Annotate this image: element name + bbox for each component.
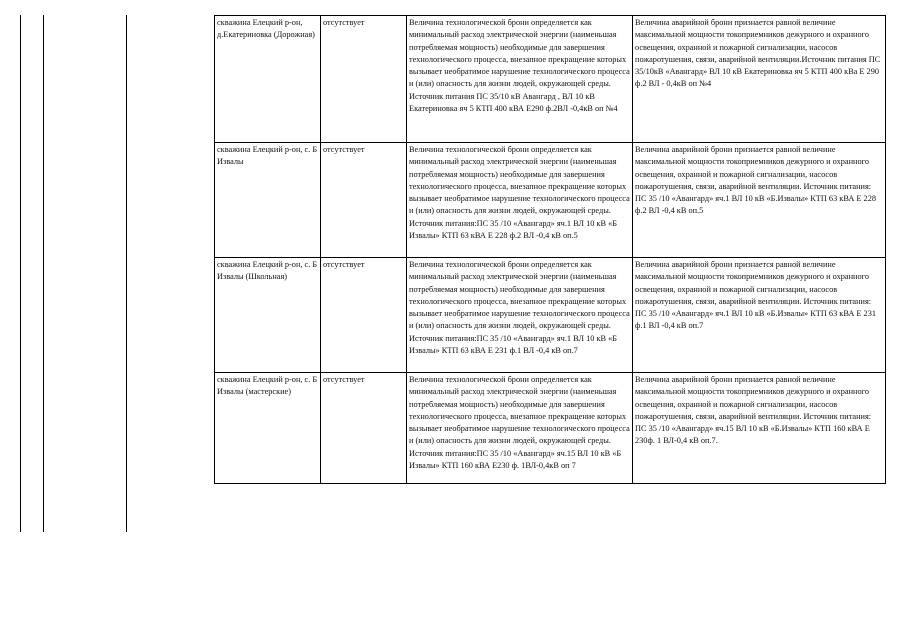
emergency-reserve-cell: Величина аварийной брони признается равной величине максимальной мощности токоприемников дежурного и охранного освещения, охранной и пожарной сигнализации, насосов пожаротушения, связи, аварийной вентиляции. Источник питания: ПС 35 /10 «Авангард» яч.1 ВЛ 10 кВ «Б.Извалы» КТП 63 кВА Е 231 ф.1 ВЛ -0,4 кВ оп.7	[633, 258, 886, 373]
tech-reserve-cell: Величина технологической брони определяется как минимальный расход электрической энергии (наименьшая потребляемая мощность) необходимые для завершения технологического процесса, внезапное прекращение которых вызывает необратимое нарушение технологического процесса и (или) опасность для жизни людей, окружающей среды. Источник питания ПС 35/10 кВ Авангард , ВЛ 10 кВ Екатериновка яч 5 КТП 400 кВА Е290 ф.2ВЛ -0,4кВ оп №4	[407, 16, 633, 143]
object-cell: скважина Елецкий р-он, д.Екатериновка (Дорожная)	[215, 16, 321, 143]
status-cell: отсутствует	[321, 16, 407, 143]
status-cell: отсутствует	[321, 373, 407, 484]
emergency-reserve-cell: Величина аварийной брони признается равной величине максимальной мощности токоприемников дежурного и охранного освещения, охранной и пожарной сигнализации, насосов пожаротушения, связи, аварийной вентиляции. Источник питания: ПС 35 /10 «Авангард» яч.1 ВЛ 10 кВ «Б.Извалы» КТП 63 кВА Е 228 ф.2 ВЛ -0,4 кВ оп.5	[633, 143, 886, 258]
status-cell: отсутствует	[321, 143, 407, 258]
table-row	[215, 258, 886, 373]
table-row	[215, 373, 886, 484]
tech-reserve-cell: Величина технологической брони определяется как минимальный расход электрической энергии (наименьшая потребляемая мощность) необходимые для завершения технологического процесса, внезапное прекращение которых вызывает необратимое нарушение технологического процесса и (или) опасность для жизни людей, окружающей среды. Источник питания:ПС 35 /10 «Авангард» яч.1 ВЛ 10 кВ «Б Извалы» КТП 63 кВА Е 228 ф.2 ВЛ -0,4 кВ оп.5	[407, 143, 633, 258]
reserve-table	[214, 15, 886, 484]
tech-reserve-cell: Величина технологической брони определяется как минимальный расход электрической энергии (наименьшая потребляемая мощность) необходимые для завершения технологического процесса, внезапное прекращение которых вызывает необратимое нарушение технологического процесса и (или) опасность для жизни людей, окружающей среды. Источник питания:ПС 35 /10 «Авангард» яч.15 ВЛ 10 кВ «Б Извалы» КТП 160 кВА Е230 ф. 1ВЛ-0,4кВ оп 7	[407, 373, 633, 484]
left-border-line-3	[126, 15, 127, 532]
left-border-line-1	[20, 15, 21, 532]
left-border-line-2	[43, 15, 44, 532]
object-cell: скважина Елецкий р-он, с. Б Извалы (Школьная)	[215, 258, 321, 373]
object-cell: скважина Елецкий р-он, с. Б Извалы (мастерские)	[215, 373, 321, 484]
table-row	[215, 143, 886, 258]
object-cell: скважина Елецкий р-он, с. Б Извалы	[215, 143, 321, 258]
status-cell: отсутствует	[321, 258, 407, 373]
tech-reserve-cell: Величина технологической брони определяется как минимальный расход электрической энергии (наименьшая потребляемая мощность) необходимые для завершения технологического процесса, внезапное прекращение которых вызывает необратимое нарушение технологического процесса и (или) опасность для жизни людей, окружающей среды. Источник питания:ПС 35 /10 «Авангард» яч.1 ВЛ 10 кВ «Б Извалы» КТП 63 кВА Е 231 ф.1 ВЛ -0,4 кВ оп.7	[407, 258, 633, 373]
table-row	[215, 16, 886, 143]
emergency-reserve-cell: Величина аварийной брони признается равной величине максимальной мощности токоприемников дежурного и охранного освещения, охранной и пожарной сигнализации, насосов пожаротушения, связи, аварийной вентиляции. Источник питания: ПС 35 /10 «Авангард» яч.15 ВЛ 10 кВ «Б.Извалы» КТП 160 кВА Е 230ф. 1 ВЛ-0,4 кВ оп.7.	[633, 373, 886, 484]
emergency-reserve-cell: Величина аварийной брони признается равной величине максимальной мощности токоприемников дежурного и охранного освещения, охранной и пожарной сигнализации, насосов пожаротушения, связи, аварийной вентиляции.Источник питания ПС 35/10кВ «Авангард» ВЛ 10 кВ Екатериновка яч 5 КТП 400 кВа Е 290 ф.2 ВЛ - 0,4кВ оп №4	[633, 16, 886, 143]
